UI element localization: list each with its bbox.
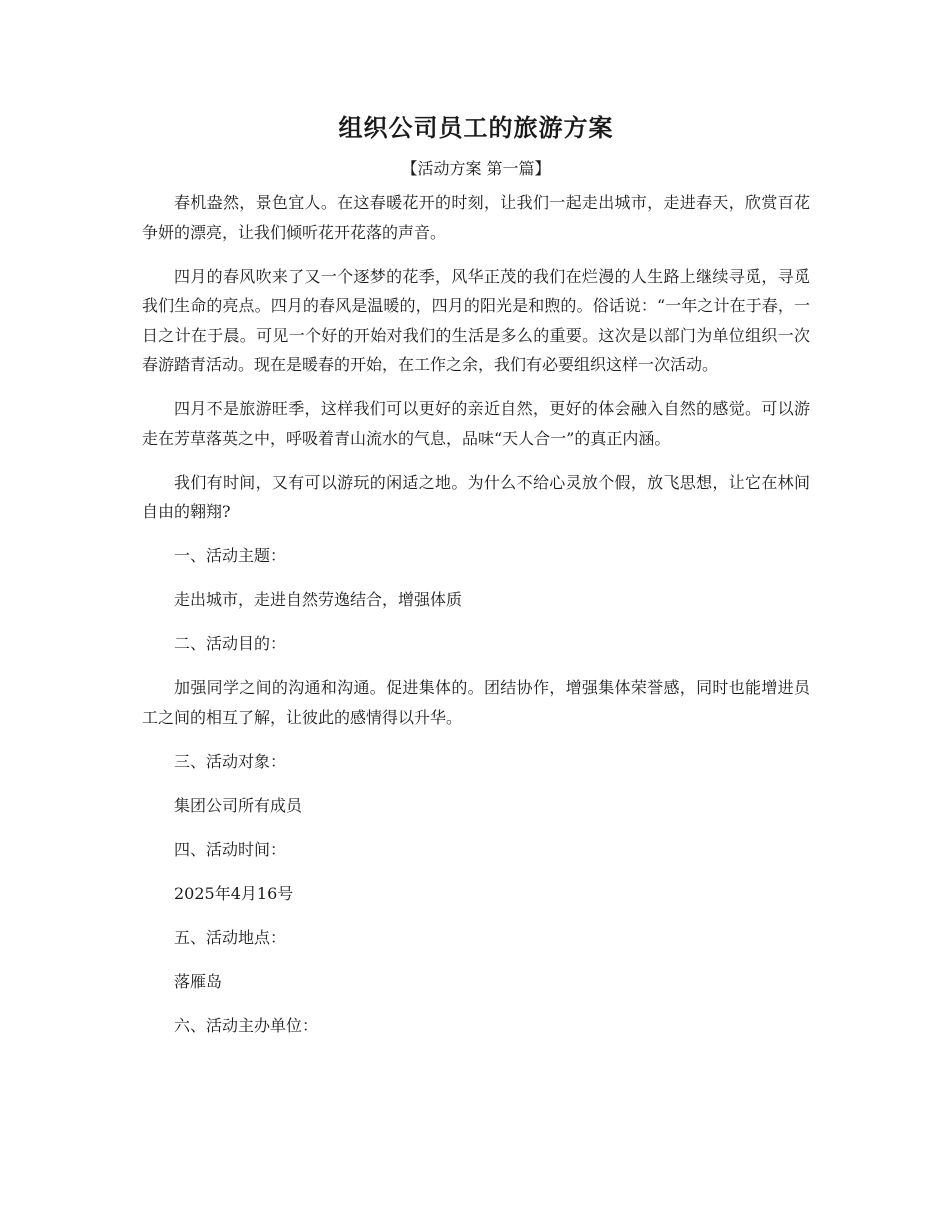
section-body-audience: 集团公司所有成员 [174, 795, 303, 815]
section-body-theme: 走出城市，走进自然劳逸结合，增强体质 [174, 590, 463, 609]
section-heading-theme: 一、活动主题： [174, 546, 287, 565]
section-heading-organizer: 六、活动主办单位： [174, 1015, 319, 1035]
paragraph-intro-2: 四月的春风吹来了又一个逐梦的花季，风华正茂的我们在烂漫的人生路上继续寻觅，寻觅我们生命的亮点。四月的春风是温暖的，四月的阳光是和煦的。俗话说：“一年之计在于春，一日之计在于晨。可见一个好的开始对我们的生活是多么的重要。这次是以部门为单位组织一次春游踏青活动。现在是暖春的开始，在工作之余，我们有必要组织这样一次活动。 [142, 266, 810, 374]
document-subtitle: 【活动方案 第一篇】 [401, 159, 551, 178]
paragraph-intro-1: 春机盎然，景色宜人。在这春暖花开的时刻，让我们一起走出城市，走进春天，欣赏百花争妍的漂亮，让我们倾听花开花落的声音。 [142, 193, 810, 242]
section-heading-location: 五、活动地点： [174, 927, 287, 947]
section-heading-audience: 三、活动对象： [174, 751, 287, 771]
document-title: 组织公司员工的旅游方案 [338, 113, 614, 142]
section-body-purpose: 加强同学之间的沟通和沟通。促进集体的。团结协作，增强集体荣誉感，同时也能增进员工之间的相互了解，让彼此的感情得以升华。 [142, 678, 810, 727]
section-heading-purpose: 二、活动目的： [174, 634, 287, 653]
section-body-time: 2025年4月16号 [174, 883, 294, 903]
document-page [142, 108, 810, 1055]
paragraph-intro-3: 四月不是旅游旺季，这样我们可以更好的亲近自然，更好的体会融入自然的感觉。可以游走在芳草落英之中，呼吸着青山流水的气息，品味“天人合一”的真正内涵。 [142, 399, 810, 448]
section-heading-time: 四、活动时间： [174, 839, 287, 859]
section-body-location: 落雁岛 [174, 971, 223, 991]
paragraph-intro-4: 我们有时间，又有可以游玩的闲适之地。为什么不给心灵放个假，放飞思想，让它在林间自由的翱翔? [142, 472, 810, 521]
